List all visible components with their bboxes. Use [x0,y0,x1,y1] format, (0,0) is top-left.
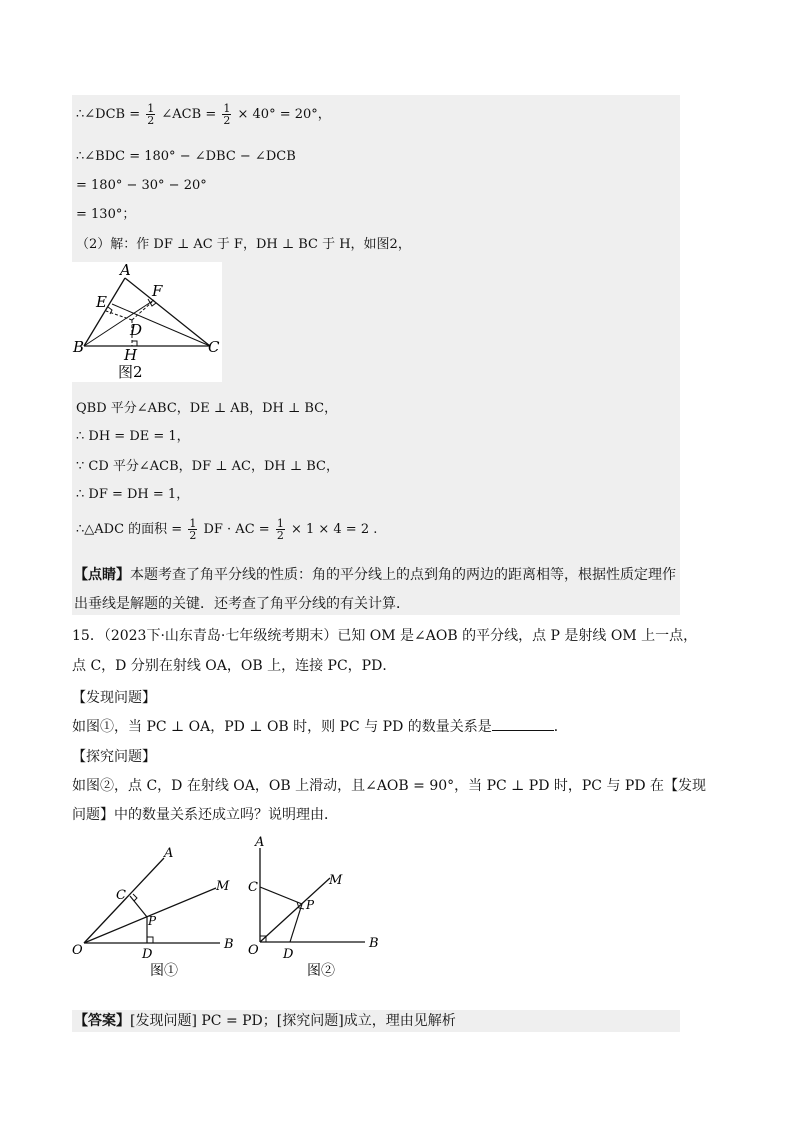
fig2-label-C: C [248,880,258,895]
fig1-label-P: P [148,914,157,928]
label-B: B [73,338,85,356]
solution2-line-4: ∴ DF = DH = 1， [76,487,190,502]
explore-line-2: 问题】中的数量关系还成立吗？说明理由． [72,807,338,823]
explore-line-1: 如图②，点 C，D 在射线 OA，OB 上滑动，且∠AOB = 90°，当 PC ⊥ PD 时，PC 与 PD 在【发现 [72,778,707,794]
label-H: H [124,346,138,364]
solution-line-3: = 180° − 30° − 20° [76,178,207,193]
fig2-label-P: P [306,898,315,912]
label-E: E [96,293,107,311]
solution-line-1: ∴∠DCB = $\frac{1}{2}$ ∠ACB = $\frac{1}{2}$ × 40° = 20°， [76,102,331,127]
solution-line-4: = 130°； [76,207,136,222]
solution2-line-3: ∵ CD 平分∠ACB，DF ⊥ AC，DH ⊥ BC， [76,459,339,474]
discover-title: 【发现问题】 [72,690,156,706]
label-A: A [120,262,131,279]
solution2-line-1: QBD 平分∠ABC，DE ⊥ AB，DH ⊥ BC， [76,401,338,416]
problem-15-line-1: 15．（2023下·山东青岛·七年级统考期末）已知 OM 是∠AOB 的平分线，点 P 是射线 OM 上一点， [72,628,698,644]
solution-line-2: ∴∠BDC = 180° − ∠DBC − ∠DCB [76,149,296,164]
fig1-label-B: B [224,937,234,952]
fig2-label-A: A [255,835,265,850]
fig2-caption: 图② [307,963,335,979]
fraction: $\frac{1}{2}$ [147,102,155,127]
discover-text: 如图①，当 PC ⊥ OA，PD ⊥ OB 时，则 PC 与 PD 的数量关系是 ． [72,719,568,735]
figure-caption: 图2 [118,363,143,381]
fraction: $\frac{1}{2}$ [223,102,231,127]
comment-line-1: 【点睛】本题考查了角平分线的性质：角的平分线上的点到角的两边的距离相等，根据性质定理作 [74,567,676,583]
fig1-label-M: M [216,879,230,894]
solution2-line-2: ∴ DH = DE = 1， [76,429,190,444]
fig1-caption: 图① [150,963,178,979]
explore-title: 【探究问题】 [72,749,156,765]
label-F: F [152,282,163,300]
problem-15-line-2: 点 C，D 分别在射线 OA，OB 上，连接 PC，PD． [72,658,397,674]
fig1-label-O: O [72,943,83,958]
solution-part2-intro: （2）解：作 DF ⊥ AC 于 F，DH ⊥ BC 于 H，如图2， [76,237,411,252]
fig1-label-D: D [142,947,153,962]
figure-2 [72,262,222,382]
label-C: C [208,338,220,356]
figure-2-problem [245,830,395,980]
answer-blank [492,718,554,731]
fig1-label-A: A [164,846,174,861]
figure-1 [70,838,240,983]
fig2-label-M: M [329,873,343,888]
answer-tag: 【答案】 [74,1013,130,1029]
fig2-label-O: O [248,943,259,958]
fraction: $\frac{1}{2}$ [276,517,284,542]
fraction: $\frac{1}{2}$ [189,517,197,542]
label-D: D [130,321,143,339]
answer-line: 【答案】[发现问题] PC = PD；[探究问题]成立，理由见解析 [74,1013,456,1029]
fig2-label-B: B [369,936,379,951]
comment-tag: 【点睛】 [74,567,130,583]
fig2-label-D: D [283,947,294,962]
comment-line-2: 出垂线是解题的关键．还考查了角平分线的有关计算． [74,596,410,612]
solution2-line-5: ∴△ADC 的面积 = $\frac{1}{2}$ DF · AC = $\frac{1}{2}$ × 1 × 4 = 2 . [76,517,378,542]
fig1-label-C: C [116,888,126,903]
